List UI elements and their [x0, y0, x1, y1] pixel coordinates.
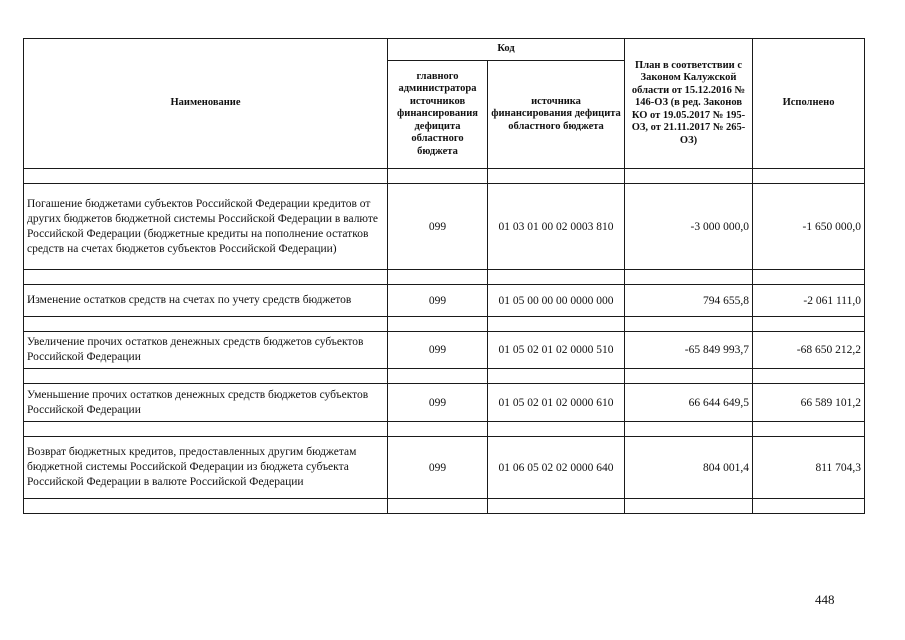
page-number: 448 — [815, 592, 835, 607]
row-source-code: 01 05 02 01 02 0000 610 — [488, 384, 625, 422]
row-source-code: 01 05 02 01 02 0000 510 — [488, 332, 625, 369]
spacer-row — [24, 317, 865, 332]
column-header-code: Код — [388, 39, 625, 61]
row-admin-code: 099 — [388, 332, 488, 369]
spacer-row — [24, 270, 865, 285]
row-plan-value: -3 000 000,0 — [625, 184, 753, 270]
row-plan-value: 66 644 649,5 — [625, 384, 753, 422]
row-executed-value: 66 589 101,2 — [753, 384, 865, 422]
row-plan-value: 804 001,4 — [625, 437, 753, 499]
spacer-row — [24, 422, 865, 437]
row-name: Изменение остатков средств на счетах по учету средств бюджетов — [24, 285, 388, 317]
row-admin-code: 099 — [388, 384, 488, 422]
budget-sources-table — [23, 38, 865, 514]
table-row — [24, 285, 865, 317]
row-source-code: 01 06 05 02 02 0000 640 — [488, 437, 625, 499]
row-executed-value: -1 650 000,0 — [753, 184, 865, 270]
row-name: Уменьшение прочих остатков денежных средств бюджетов субъектов Российской Федерации — [24, 384, 388, 422]
row-executed-value: -2 061 111,0 — [753, 285, 865, 317]
row-admin-code: 099 — [388, 285, 488, 317]
row-source-code: 01 05 00 00 00 0000 000 — [488, 285, 625, 317]
spacer-row — [24, 499, 865, 514]
row-admin-code: 099 — [388, 437, 488, 499]
row-executed-value: 811 704,3 — [753, 437, 865, 499]
table-row — [24, 184, 865, 270]
column-header-executed: Исполнено — [753, 39, 865, 169]
row-source-code: 01 03 01 00 02 0003 810 — [488, 184, 625, 270]
spacer-row — [24, 369, 865, 384]
spacer-row — [24, 169, 865, 184]
column-header-plan: План в соответствии с Законом Калужской области от 15.12.2016 № 146-ОЗ (в ред. Законов КО от 19.05.2017 № 195-ОЗ, от 21.11.2017 № 265-ОЗ) — [625, 39, 753, 169]
column-header-name: Наименование — [24, 39, 388, 169]
column-header-source-code: источника финансирования дефицита областного бюджета — [488, 61, 625, 169]
row-plan-value: 794 655,8 — [625, 285, 753, 317]
column-header-admin-code: главного администратора источников финансирования дефицита областного бюджета — [388, 61, 488, 169]
table-row — [24, 332, 865, 369]
row-name: Погашение бюджетами субъектов Российской Федерации кредитов от других бюджетов бюджетной системы Российской Федерации в валюте Российской Федерации (бюджетные кредиты на пополнение остатков средств на счетах бюджетов субъектов Российской Федерации) — [24, 184, 388, 270]
row-name: Увеличение прочих остатков денежных средств бюджетов субъектов Российской Федерации — [24, 332, 388, 369]
row-plan-value: -65 849 993,7 — [625, 332, 753, 369]
row-admin-code: 099 — [388, 184, 488, 270]
table-row — [24, 437, 865, 499]
row-executed-value: -68 650 212,2 — [753, 332, 865, 369]
table-row — [24, 384, 865, 422]
row-name: Возврат бюджетных кредитов, предоставленных другим бюджетам бюджетной системы Российской Федерации из бюджета субъекта Российской Федерации в валюте Российской Федерации — [24, 437, 388, 499]
